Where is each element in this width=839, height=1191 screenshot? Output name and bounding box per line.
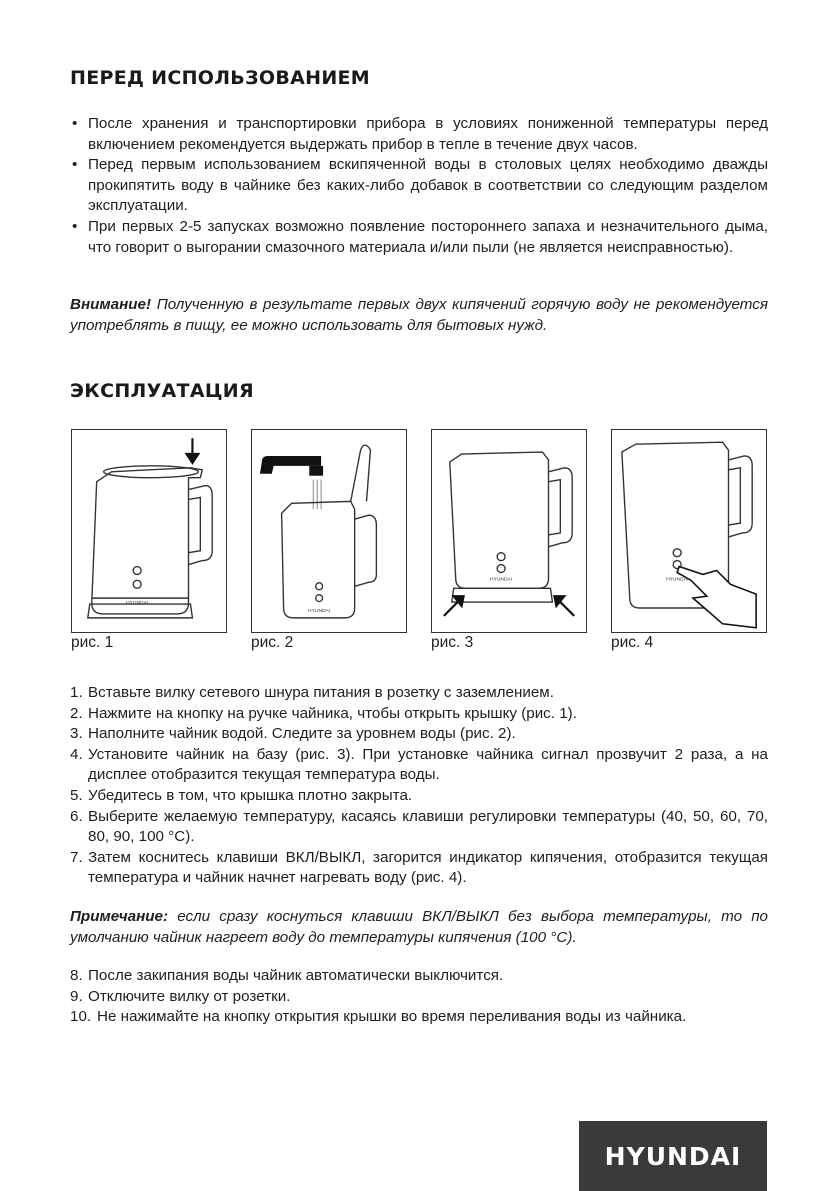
step-item	[70, 966, 768, 987]
section-title-before-use: ПЕРЕД ИСПОЛЬЗОВАНИЕМ	[70, 67, 371, 89]
note-label: Примечание:	[70, 908, 169, 925]
step-number: 6.	[70, 807, 83, 825]
section-title-operation: ЭКСПЛУАТАЦИЯ	[70, 380, 254, 402]
note-paragraph	[70, 907, 768, 948]
operation-steps-continued	[70, 966, 768, 1028]
figure-caption: рис. 1	[71, 634, 114, 651]
step-number: 8.	[70, 967, 83, 984]
kettle-touch-button-illustration	[612, 430, 766, 632]
step-number: 7.	[70, 848, 83, 866]
step-number: 3.	[70, 725, 83, 743]
list-item: • После хранения и транспортировки прибора в условиях пониженной температуры перед включением рекомендуется выдержать прибор в тепле в течение двух часов.	[70, 114, 768, 155]
step-item	[70, 987, 768, 1008]
step-text: Установите чайник на базу (рис. 3). При установке чайника сигнал прозвучит 2 раза, а на дисплее отобразится текущая температура воды.	[88, 745, 768, 784]
step-item	[70, 704, 768, 725]
figure-caption: рис. 3	[431, 634, 474, 651]
kettle-brand-label: HYUNDAI	[126, 601, 149, 607]
kettle-lid-open-illustration	[72, 430, 226, 632]
step-text: Вставьте вилку сетевого шнура питания в розетку с заземлением.	[88, 684, 554, 701]
step-number: 9.	[70, 987, 83, 1005]
list-item: • Перед первым использованием вскипяченной воды в столовых целях необходимо дважды прокипятить воду в чайнике без каких-либо добавок в соответствии со следующим разделом эксплуатации.	[70, 155, 768, 217]
step-number: 1.	[70, 684, 83, 701]
kettle-brand-label: HYUNDAI	[490, 577, 513, 583]
step-text: Затем коснитесь клавиши ВКЛ/ВЫКЛ, загорится индикатор кипячения, отобразится текущая температура и чайник начнет нагревать воду (рис. 4).	[88, 848, 768, 887]
figure-4	[611, 429, 767, 633]
step-item	[70, 745, 768, 786]
kettle-filling-illustration	[252, 430, 406, 632]
step-text: Отключите вилку от розетки.	[88, 987, 291, 1005]
kettle-brand-label: HYUNDAI	[666, 577, 689, 583]
warning-label: Внимание!	[70, 296, 152, 313]
step-text: Наполните чайник водой. Следите за уровнем воды (рис. 2).	[88, 725, 516, 743]
step-item	[70, 786, 768, 807]
step-text: Убедитесь в том, что крышка плотно закрыта.	[88, 786, 413, 804]
kettle-brand-label: HYUNDAI	[308, 608, 331, 614]
warning-text: Полученную в результате первых двух кипячений горячую воду не рекомендуется употреблять в пищу, ее можно использовать для бытовых нужд.	[70, 296, 768, 334]
step-item	[70, 807, 768, 848]
before-use-list	[70, 114, 768, 258]
figure-3	[431, 429, 587, 633]
step-text: Нажмите на кнопку на ручке чайника, чтобы открыть крышку (рис. 1).	[88, 704, 577, 722]
operation-steps	[70, 683, 768, 889]
step-number: 2.	[70, 704, 83, 722]
warning-paragraph	[70, 295, 768, 336]
step-number: 5.	[70, 786, 83, 804]
figure-caption: рис. 4	[611, 634, 654, 651]
kettle-on-base-illustration	[432, 430, 586, 632]
step-number: 4.	[70, 745, 83, 763]
step-item	[70, 848, 768, 889]
list-item: • При первых 2-5 запусках возможно появление постороннего запаха и незначительного дыма, что говорит о выгорании смазочного материала и/или пыли (не является неисправностью).	[70, 217, 768, 258]
figure-1	[71, 429, 227, 633]
step-item	[70, 683, 768, 704]
step-item	[70, 724, 768, 745]
step-number: 10.	[70, 1008, 92, 1026]
figure-2	[251, 429, 407, 633]
step-text: Не нажимайте на кнопку открытия крышки во время переливания воды из чайника.	[97, 1008, 687, 1026]
step-item	[70, 1007, 768, 1028]
note-text: если сразу коснуться клавиши ВКЛ/ВЫКЛ без выбора температуры, то по умолчанию чайник нагреет воду до температуры кипячения (100 °C).	[70, 908, 768, 946]
figure-caption: рис. 2	[251, 634, 294, 651]
brand-logo: HYUNDAI	[579, 1121, 767, 1191]
step-text: Выберите желаемую температуру, касаясь клавиши регулировки температуры (40, 50, 60, 70, 80, 90, 100 °C).	[88, 807, 768, 846]
step-text: После закипания воды чайник автоматически выключится.	[88, 967, 504, 984]
